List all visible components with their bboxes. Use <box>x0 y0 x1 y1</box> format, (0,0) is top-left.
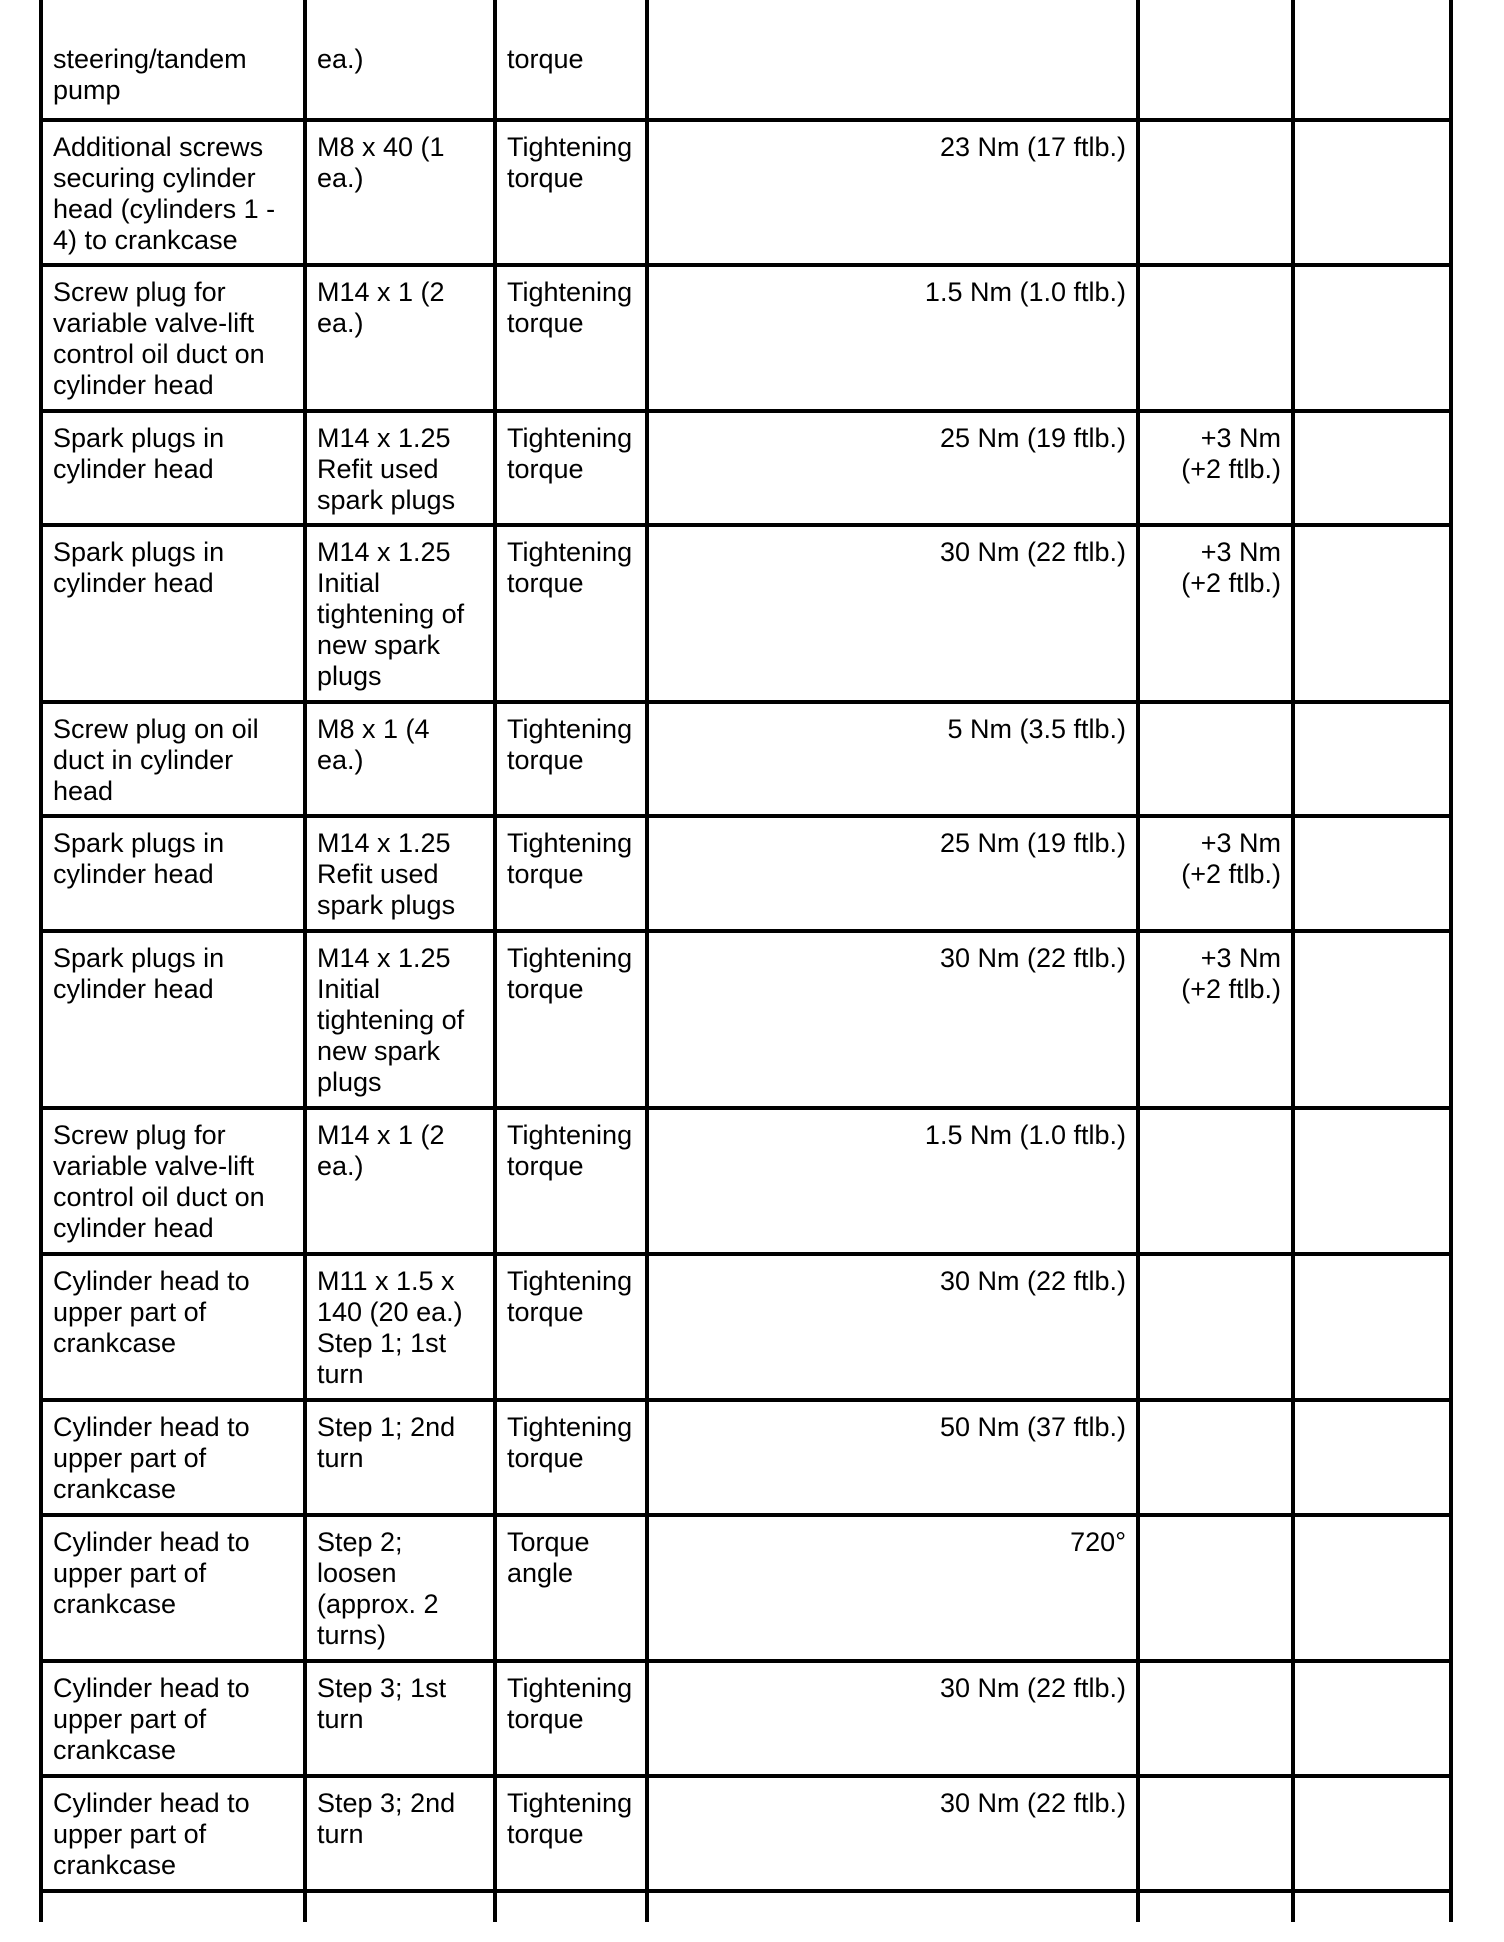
component-cell: Screw plug for variable valve-lift control oil duct on cylinder head <box>41 265 305 411</box>
value-cell: 25 Nm (19 ftlb.) <box>647 411 1138 525</box>
empty-cell <box>1293 1515 1451 1661</box>
table-row <box>41 1776 1451 1891</box>
fastener-cell: M8 x 1 (4 ea.) <box>305 702 495 816</box>
table-row <box>41 1254 1451 1400</box>
table-row <box>41 1515 1451 1661</box>
component-cell: Additional screws securing cylinder head (cylinders 1 - 4) to crankcase <box>41 120 305 265</box>
tolerance-cell <box>1138 702 1293 816</box>
value-cell: 30 Nm (22 ftlb.) <box>647 1776 1138 1891</box>
spec-type-cell: Tightening torque <box>495 120 647 265</box>
tolerance-cell <box>1138 1254 1293 1400</box>
component-cell: Cylinder head to upper part of crankcase <box>41 1661 305 1776</box>
value-cell: 1.5 Nm (1.0 ftlb.) <box>647 1108 1138 1254</box>
value-cell: 50 Nm (37 ftlb.) <box>647 1400 1138 1515</box>
table-row <box>41 1108 1451 1254</box>
table-row <box>41 411 1451 525</box>
tolerance-cell <box>1138 120 1293 265</box>
value-cell: 30 Nm (22 ftlb.) <box>647 525 1138 702</box>
table-row <box>41 120 1451 265</box>
component-cell: Cylinder head to upper part of crankcase <box>41 1400 305 1515</box>
component-cell: Cylinder head to upper part of crankcase <box>41 1776 305 1891</box>
tolerance-cell: +3 Nm (+2 ftlb.) <box>1138 411 1293 525</box>
table-row <box>41 702 1451 816</box>
value-cell: 1.5 Nm (1.0 ftlb.) <box>647 265 1138 411</box>
spec-type-cell: Tightening torque <box>495 931 647 1108</box>
component-cell: Cylinder head to upper part of crankcase <box>41 1515 305 1661</box>
tolerance-cell <box>1138 1108 1293 1254</box>
spec-type-cell: Tightening torque <box>495 1400 647 1515</box>
component-cell: Screw plug for variable valve-lift control oil duct on cylinder head <box>41 1108 305 1254</box>
tolerance-cell: +3 Nm (+2 ftlb.) <box>1138 816 1293 931</box>
empty-cell <box>41 1891 305 1922</box>
fastener-cell: M14 x 1.25 Initial tightening of new spark plugs <box>305 931 495 1108</box>
fastener-cell: M14 x 1 (2 ea.) <box>305 1108 495 1254</box>
component-cell: Spark plugs in cylinder head <box>41 931 305 1108</box>
table-row <box>41 1661 1451 1776</box>
component-cell: Cylinder head to upper part of crankcase <box>41 1254 305 1400</box>
fastener-cell: Step 2; loosen (approx. 2 turns) <box>305 1515 495 1661</box>
spec-type-cell: Tightening torque <box>495 702 647 816</box>
tolerance-cell <box>1138 1515 1293 1661</box>
value-cell: 30 Nm (22 ftlb.) <box>647 1254 1138 1400</box>
torque-spec-table <box>39 0 1453 1922</box>
empty-cell <box>1293 931 1451 1108</box>
fastener-cell: M8 x 40 (1 ea.) <box>305 120 495 265</box>
empty-cell <box>1293 265 1451 411</box>
fastener-cell: Step 1; 2nd turn <box>305 1400 495 1515</box>
component-cell: Spark plugs in cylinder head <box>41 816 305 931</box>
fastener-cell: M14 x 1.25 Refit used spark plugs <box>305 411 495 525</box>
empty-cell <box>495 1891 647 1922</box>
value-cell <box>647 0 1138 120</box>
empty-cell <box>1293 411 1451 525</box>
empty-cell <box>1293 120 1451 265</box>
table-row <box>41 1400 1451 1515</box>
table-row <box>41 265 1451 411</box>
value-cell: 30 Nm (22 ftlb.) <box>647 931 1138 1108</box>
value-cell: 5 Nm (3.5 ftlb.) <box>647 702 1138 816</box>
table-row <box>41 1891 1451 1922</box>
spec-type-cell: Tightening torque <box>495 411 647 525</box>
component-cell: steering/tandem pump <box>41 0 305 120</box>
tolerance-cell <box>1138 0 1293 120</box>
value-cell: 30 Nm (22 ftlb.) <box>647 1661 1138 1776</box>
empty-cell <box>1293 1254 1451 1400</box>
spec-type-cell: Torque angle <box>495 1515 647 1661</box>
value-cell: 23 Nm (17 ftlb.) <box>647 120 1138 265</box>
spec-type-cell: torque <box>495 0 647 120</box>
spec-type-cell: Tightening torque <box>495 525 647 702</box>
spec-type-cell: Tightening torque <box>495 1661 647 1776</box>
empty-cell <box>1293 1400 1451 1515</box>
value-cell: 25 Nm (19 ftlb.) <box>647 816 1138 931</box>
empty-cell <box>1293 1108 1451 1254</box>
empty-cell <box>1293 816 1451 931</box>
fastener-cell: M14 x 1.25 Refit used spark plugs <box>305 816 495 931</box>
table-row <box>41 816 1451 931</box>
component-cell: Spark plugs in cylinder head <box>41 525 305 702</box>
spec-type-cell: Tightening torque <box>495 1776 647 1891</box>
component-cell: Spark plugs in cylinder head <box>41 411 305 525</box>
spec-type-cell: Tightening torque <box>495 816 647 931</box>
table-row <box>41 525 1451 702</box>
table-row <box>41 931 1451 1108</box>
empty-cell <box>1138 1891 1293 1922</box>
tolerance-cell <box>1138 1400 1293 1515</box>
fastener-cell: ea.) <box>305 0 495 120</box>
fastener-cell: Step 3; 2nd turn <box>305 1776 495 1891</box>
empty-cell <box>1293 1891 1451 1922</box>
spec-type-cell: Tightening torque <box>495 1108 647 1254</box>
fastener-cell: M14 x 1 (2 ea.) <box>305 265 495 411</box>
tolerance-cell: +3 Nm (+2 ftlb.) <box>1138 525 1293 702</box>
empty-cell <box>1293 1661 1451 1776</box>
spec-type-cell: Tightening torque <box>495 1254 647 1400</box>
empty-cell <box>1293 702 1451 816</box>
fastener-cell: Step 3; 1st turn <box>305 1661 495 1776</box>
empty-cell <box>1293 525 1451 702</box>
component-cell: Screw plug on oil duct in cylinder head <box>41 702 305 816</box>
empty-cell <box>305 1891 495 1922</box>
tolerance-cell: +3 Nm (+2 ftlb.) <box>1138 931 1293 1108</box>
value-cell: 720° <box>647 1515 1138 1661</box>
fastener-cell: M11 x 1.5 x 140 (20 ea.) Step 1; 1st turn <box>305 1254 495 1400</box>
empty-cell <box>1293 0 1451 120</box>
tolerance-cell <box>1138 1776 1293 1891</box>
tolerance-cell <box>1138 1661 1293 1776</box>
tolerance-cell <box>1138 265 1293 411</box>
empty-cell <box>647 1891 1138 1922</box>
fastener-cell: M14 x 1.25 Initial tightening of new spark plugs <box>305 525 495 702</box>
empty-cell <box>1293 1776 1451 1891</box>
spec-type-cell: Tightening torque <box>495 265 647 411</box>
table-row <box>41 0 1451 120</box>
